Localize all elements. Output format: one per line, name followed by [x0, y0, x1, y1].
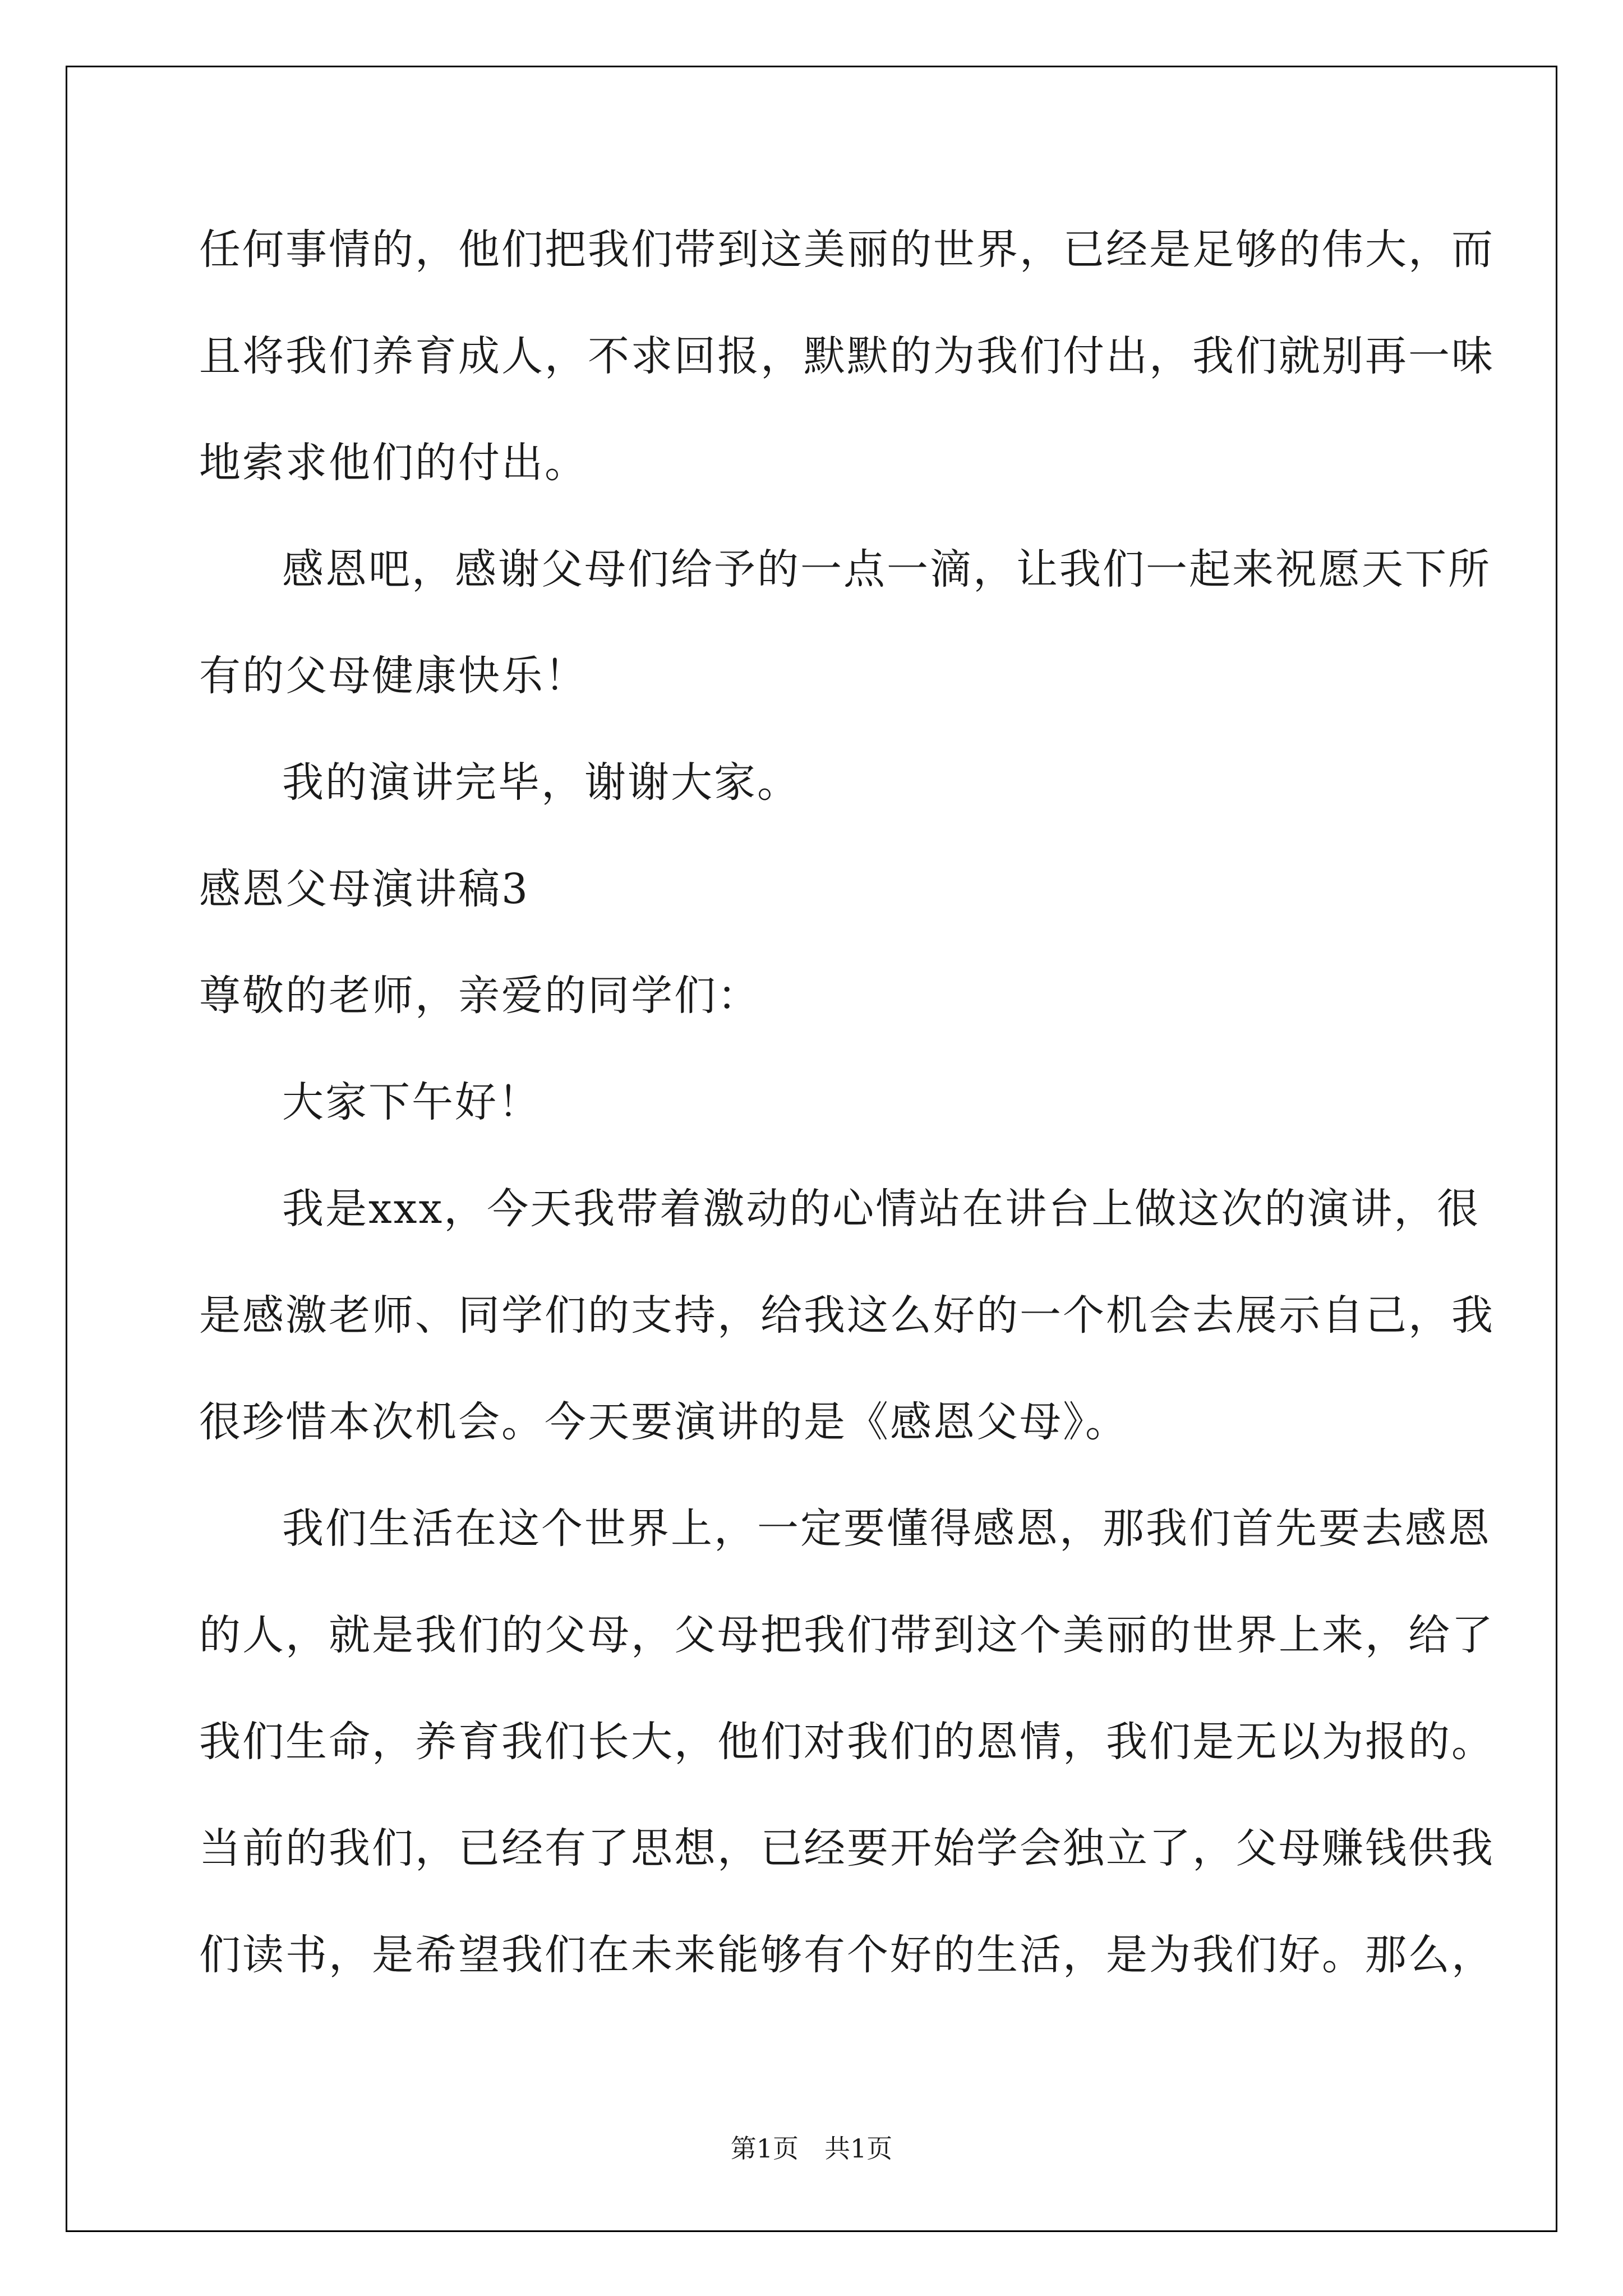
text-line: 感恩吧，感谢父母们给予的一点一滴，让我们一起来祝愿天下所 — [282, 545, 1491, 593]
text-line: 我们生命，养育我们长大，他们对我们的恩情，我们是无以为报的。 — [199, 1718, 1495, 1766]
text-line: 大家下午好！ — [282, 1078, 541, 1126]
text-line: 的人，就是我们的父母，父母把我们带到这个美丽的世界上来，给了 — [199, 1611, 1495, 1659]
text-line: 当前的我们，已经有了思想，已经要开始学会独立了，父母赚钱供我 — [199, 1824, 1495, 1872]
text-line: 是感激老师、同学们的支持，给我这么好的一个机会去展示自己，我 — [199, 1291, 1495, 1340]
page-footer: 第1页 共1页 — [730, 2133, 893, 2164]
text-line: 有的父母健康快乐！ — [199, 652, 588, 700]
text-line: 我们生活在这个世界上，一定要懂得感恩，那我们首先要去感恩 — [282, 1504, 1491, 1553]
text-line: 我的演讲完毕，谢谢大家。 — [282, 758, 800, 807]
text-line: 且将我们养育成人，不求回报，默默的为我们付出，我们就别再一味 — [199, 332, 1495, 380]
document-body — [199, 213, 1495, 2025]
text-line: 任何事情的，他们把我们带到这美丽的世界，已经是足够的伟大，而 — [199, 226, 1495, 274]
text-line: 尊敬的老师，亲爱的同学们： — [199, 972, 760, 1020]
text-line: 我是xxx，今天我带着激动的心情站在讲台上做这次的演讲，很 — [282, 1185, 1481, 1233]
text-line: 感恩父母演讲稿3 — [199, 865, 530, 913]
text-line: 们读书，是希望我们在未来能够有个好的生活，是为我们好。那么， — [199, 1931, 1495, 1979]
text-line: 很珍惜本次机会。今天要演讲的是《感恩父母》。 — [199, 1398, 1128, 1446]
text-line: 地索求他们的付出。 — [199, 439, 588, 487]
